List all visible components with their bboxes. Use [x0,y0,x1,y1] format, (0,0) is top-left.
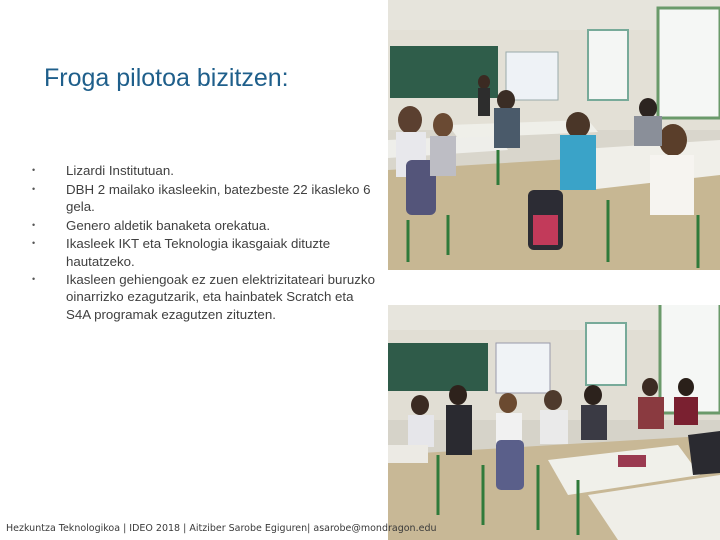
classroom-photo-top [388,0,720,270]
bullet-text: Lizardi Institutuan. [66,163,174,178]
bullet-list [30,162,375,324]
bullet-icon: • [32,274,36,285]
bullet-text: Ikasleen gehiengoak ez zuen elektrizitateari buruzko oinarrizko ezagutzarik, eta hainbatek Scratch eta S4A programak ezagutzen zituzten. [66,272,375,322]
slide-footer: Hezkuntza Teknologikoa | IDEO 2018 | Aitziber Sarobe Egiguren| asarobe@mondragon.edu [6,523,437,534]
bullet-item [30,181,375,215]
bullet-icon: • [32,183,36,194]
bullet-text: DBH 2 mailako ikasleekin, batezbeste 22 ikasleko 6 gela. [66,181,371,214]
bullet-item [30,162,375,179]
bullet-icon: • [32,165,36,175]
bullet-icon: • [32,219,36,230]
bullet-icon: • [32,238,36,249]
classroom-photo-bottom [388,305,720,540]
slide-title: Froga pilotoa bizitzen: [44,64,289,92]
bullet-text: Ikasleek IKT eta Teknologia ikasgaiak dituzte hautatzeko. [66,236,331,269]
bullet-text: Genero aldetik banaketa orekatua. [66,217,271,233]
bullet-item [30,235,375,269]
bullet-item [30,217,375,234]
bullet-item [30,271,375,323]
